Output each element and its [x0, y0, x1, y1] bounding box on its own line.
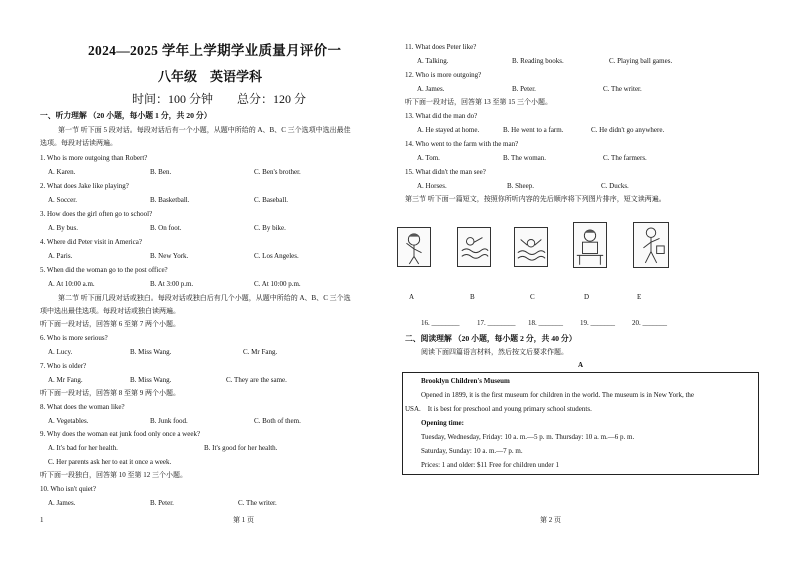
exam-title: 2024—2025 学年上学期学业质量月评价一 — [88, 43, 342, 58]
option: A. Tom. — [417, 154, 440, 162]
picture-a-boy-waving — [397, 227, 431, 267]
monologue-instruction: 听下面一段独白，回答第 10 至第 12 三个小题。 — [40, 471, 187, 479]
option: A. James. — [417, 85, 445, 93]
question-13: 13. What did the man do? — [405, 112, 478, 120]
question-4: 4. Where did Peter visit in America? — [40, 238, 142, 246]
prices: Prices: 1 and older: $11 Free for children under 1 — [421, 461, 559, 469]
question-12: 12. Who is more outgoing? — [405, 71, 482, 79]
option: C. Playing ball games. — [609, 57, 673, 65]
option: C. Los Angeles. — [254, 252, 299, 260]
option: A. James. — [48, 499, 76, 507]
right-page — [397, 0, 794, 561]
section-2-heading: 二、阅读理解 （20 小题，每小题 2 分，共 40 分） — [405, 334, 577, 343]
passage-text-cont: USA. It is best for preschool and young primary school students. — [405, 405, 592, 413]
option: C. By bike. — [254, 224, 286, 232]
option: B. Miss Wang. — [130, 348, 172, 356]
option: C. The writer. — [238, 499, 277, 507]
passage-label: A — [578, 361, 584, 369]
reading-instruction: 阅读下面四篇语言材料，然后按文后要求作题。 — [421, 348, 568, 356]
option: C. Mr Fang. — [243, 348, 278, 356]
opening-hours-weekday: Tuesday, Wednesday, Friday: 10 a. m.—5 p. m. Thursday: 10 a. m.—6 p. m. — [421, 433, 635, 441]
picture-d-boy-at-desk — [573, 222, 607, 268]
option: A. At 10:00 a.m. — [48, 280, 95, 288]
option: C. They are the same. — [226, 376, 287, 384]
answer-blank-16[interactable]: 16. ________ — [421, 319, 460, 327]
option: A. Talking. — [417, 57, 449, 65]
option: A. Soccer. — [48, 196, 77, 204]
option: C. At 10:00 p.m. — [254, 280, 301, 288]
opening-hours-weekend: Saturday, Sunday: 10 a. m.—7 p. m. — [421, 447, 523, 455]
option: C. He didn't go anywhere. — [591, 126, 665, 134]
option: B. Basketball. — [150, 196, 190, 204]
part-3-instruction: 第三节 听下面一篇短文，按照你所听内容的先后顺序将下列图片排序，短文读两遍。 — [405, 195, 666, 203]
opening-time-label: Opening time: — [421, 419, 464, 427]
option: B. The woman. — [503, 154, 547, 162]
part-1-instruction-cont: 选项。每段对话读两遍。 — [40, 139, 117, 147]
question-15: 15. What didn't the man see? — [405, 168, 486, 176]
answer-blank-19[interactable]: 19. _______ — [580, 319, 615, 327]
option: A. It's bad for her health. — [48, 444, 118, 452]
question-8: 8. What does the woman like? — [40, 403, 125, 411]
picture-label-c: C — [530, 293, 535, 301]
answer-blank-17[interactable]: 17. ________ — [477, 319, 516, 327]
picture-label-a: A — [409, 293, 415, 301]
picture-e-boy-with-bag — [633, 222, 669, 268]
option: B. He went to a farm. — [503, 126, 564, 134]
option: C. The farmers. — [603, 154, 647, 162]
dialogue-instruction: 听下面一段对话，回答第 8 至第 9 两个小题。 — [40, 389, 180, 397]
option: A. Lucy. — [48, 348, 73, 356]
question-11: 11. What does Peter like? — [405, 43, 477, 51]
answer-blank-20[interactable]: 20. _______ — [632, 319, 667, 327]
passage-text: Opened in 1899, it is the first museum for children in the world. The museum is in New York, the — [421, 391, 695, 399]
section-1-heading: 一、听力理解 （20 小题，每小题 1 分，共 20 分） — [40, 111, 212, 120]
question-9: 9. Why does the woman eat junk food only once a week? — [40, 430, 201, 438]
part-2-instruction: 第二节 听下面几段对话或独白。每段对话或独白后有几个小题，从题中所给的 A、B、C 三个选 — [58, 294, 351, 302]
option: B. New York. — [150, 252, 189, 260]
page-footer: 第 2 页 — [540, 516, 561, 524]
question-2: 2. What does Jake like playing? — [40, 182, 129, 190]
option: B. Peter. — [150, 499, 174, 507]
option: A. Horses. — [417, 182, 447, 190]
time-score-line: 时间：100 分钟 总分：120 分 — [132, 92, 307, 106]
picture-label-e: E — [637, 293, 642, 301]
grade-subject: 八年级 英语学科 — [158, 69, 263, 84]
option: C. Both of them. — [254, 417, 301, 425]
question-1: 1. Who is more outgoing than Robert? — [40, 154, 148, 162]
question-14: 14. Who went to the farm with the man? — [405, 140, 519, 148]
option: C. Ben's brother. — [254, 168, 301, 176]
option: B. It's good for her health. — [204, 444, 278, 452]
option: B. Sheep. — [507, 182, 535, 190]
option: C. Baseball. — [254, 196, 289, 204]
option: B. Miss Wang. — [130, 376, 172, 384]
option: C. The writer. — [603, 85, 642, 93]
answer-blank-18[interactable]: 18. _______ — [528, 319, 563, 327]
option: B. Ben. — [150, 168, 172, 176]
option: A. He stayed at home. — [417, 126, 480, 134]
dialogue-instruction: 听下面一段对话，回答第 13 至第 15 三个小题。 — [405, 98, 552, 106]
page-number: 1 — [40, 516, 44, 524]
picture-c-water-play — [514, 227, 548, 267]
passage-title: Brooklyn Children's Museum — [421, 377, 510, 385]
option: A. By bus. — [48, 224, 78, 232]
part-1-instruction: 第一节 听下面 5 段对话。每段对话后有一个小题，从题中所给的 A、B、C 三个选项中选出最佳 — [58, 126, 351, 134]
option: B. On foot. — [150, 224, 182, 232]
option: A. Paris. — [48, 252, 73, 260]
question-7: 7. Who is older? — [40, 362, 87, 370]
option: B. At 3:00 p.m. — [150, 280, 194, 288]
picture-label-b: B — [470, 293, 475, 301]
option: B. Junk food. — [150, 417, 188, 425]
option: B. Peter. — [512, 85, 536, 93]
picture-label-d: D — [584, 293, 590, 301]
option: C. Ducks. — [601, 182, 629, 190]
question-6: 6. Who is more serious? — [40, 334, 108, 342]
option: A. Mr Fang. — [48, 376, 83, 384]
option: B. Reading books. — [512, 57, 564, 65]
option: A. Karen. — [48, 168, 76, 176]
picture-b-swimming — [457, 227, 491, 267]
dialogue-instruction: 听下面一段对话，回答第 6 至第 7 两个小题。 — [40, 320, 180, 328]
question-10: 10. Who isn't quiet? — [40, 485, 96, 493]
question-3: 3. How does the girl often go to school? — [40, 210, 153, 218]
option: A. Vegetables. — [48, 417, 89, 425]
option: C. Her parents ask her to eat it once a week. — [48, 458, 172, 466]
question-5: 5. When did the woman go to the post office? — [40, 266, 168, 274]
part-2-instruction-cont: 项中选出最佳选项。每段对话或独白读两遍。 — [40, 307, 180, 315]
page-footer: 第 1 页 — [233, 516, 254, 524]
